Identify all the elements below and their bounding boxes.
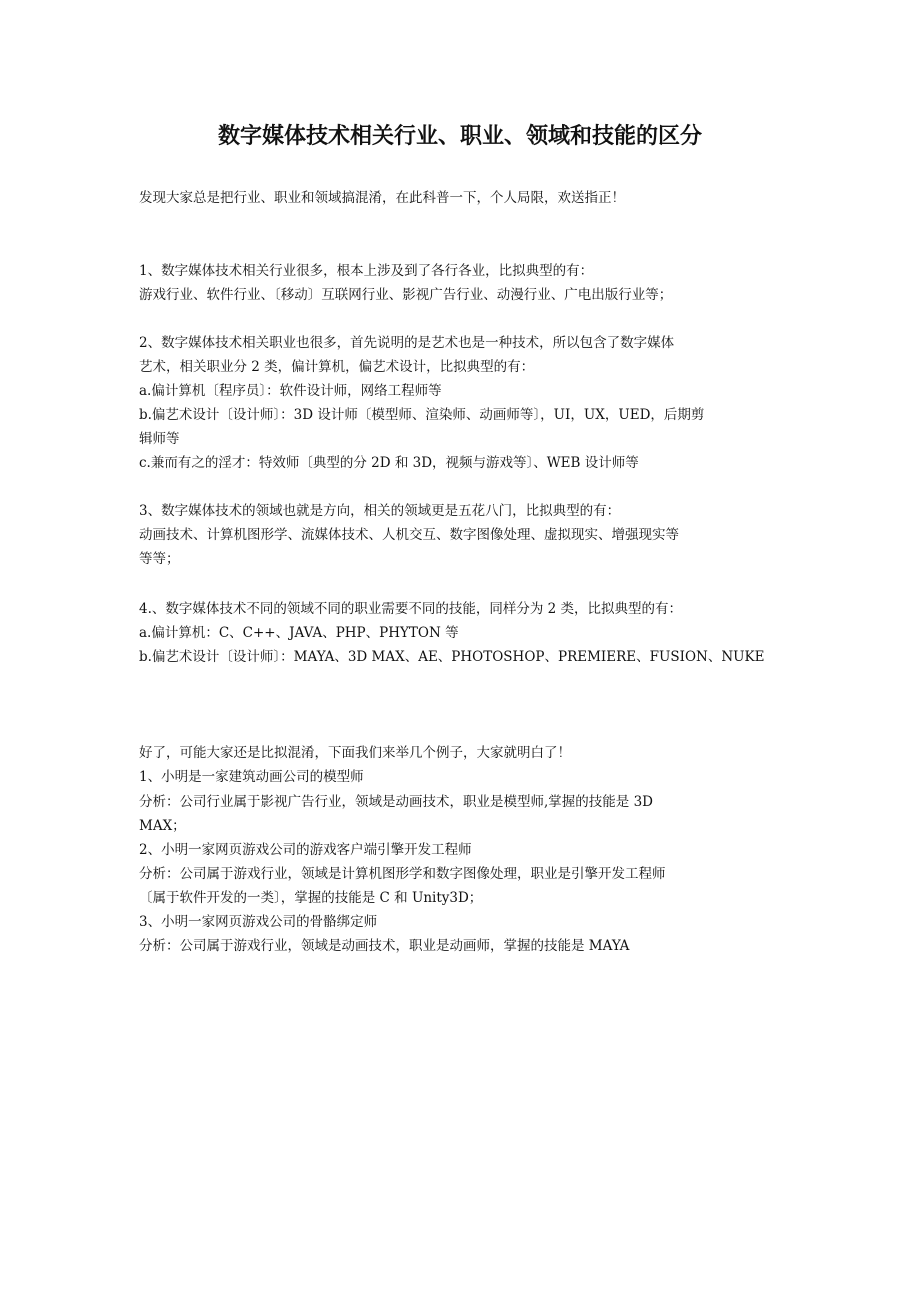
example2-analysis-line2: 〔属于软件开发的一类〕，掌握的技能是 C 和 Unity3D； — [139, 890, 483, 906]
document-title: 数字媒体技术相关行业、职业、领域和技能的区分 — [217, 123, 702, 149]
section2-line1: 2、数字媒体技术相关职业也很多，首先说明的是艺术也是一种技术，所以包含了数字媒体 — [139, 335, 675, 351]
example2-analysis-line1: 分析：公司属于游戏行业，领域是计算机图形学和数字图像处理，职业是引擎开发工程师 — [139, 866, 666, 882]
section4-line2: a.偏计算机：C、C++、JAVA、PHP、PHYTON 等 — [139, 625, 459, 641]
section1-line2: 游戏行业、软件行业、〔移动〕互联网行业、影视广告行业、动漫行业、广电出版行业等； — [139, 287, 673, 303]
example1-analysis-line1: 分析：公司行业属于影视广告行业，领域是动画技术，职业是模型师,掌握的技能是 3D — [139, 794, 653, 810]
example1-analysis-line2: MAX； — [139, 818, 186, 834]
section2-line2: 艺术，相关职业分 2 类，偏计算机，偏艺术设计，比拟典型的有： — [139, 359, 535, 375]
section1-line1: 1、数字媒体技术相关行业很多，根本上涉及到了各行各业，比拟典型的有： — [139, 263, 594, 279]
examples-intro: 好了，可能大家还是比拟混淆，下面我们来举几个例子，大家就明白了！ — [139, 745, 571, 761]
section4-line3: b.偏艺术设计〔设计师〕：MAYA、3D MAX、AE、PHOTOSHOP、PREMIERE、FUSION、NUKE — [139, 649, 765, 665]
section3-line1: 3、数字媒体技术的领域也就是方向，相关的领域更是五花八门，比拟典型的有： — [139, 503, 621, 519]
section2-line5: 辑师等 — [139, 431, 180, 447]
example3-analysis-line1: 分析：公司属于游戏行业，领域是动画技术，职业是动画师，掌握的技能是 MAYA — [139, 938, 630, 954]
intro-paragraph: 发现大家总是把行业、职业和领域搞混淆，在此科普一下，个人局限，欢送指正！ — [139, 190, 625, 206]
section2-line4: b.偏艺术设计〔设计师〕：3D 设计师〔模型师、渲染师、动画师等〕，UI，UX，UED，后期剪 — [139, 407, 705, 423]
section3-line2: 动画技术、计算机图形学、流媒体技术、人机交互、数字图像处理、虚拟现实、增强现实等 — [139, 527, 679, 543]
example3-title: 3、小明一家网页游戏公司的骨骼绑定师 — [139, 914, 378, 930]
example1-title: 1、小明是一家建筑动画公司的模型师 — [139, 769, 364, 785]
section2-line6: c.兼而有之的淫才：特效师〔典型的分 2D 和 3D，视频与游戏等〕、WEB 设计师等 — [139, 455, 639, 471]
section4-line1: 4.、数字媒体技术不同的领域不同的职业需要不同的技能，同样分为 2 类，比拟典型的有： — [139, 601, 683, 617]
section3-line3: 等等； — [139, 551, 180, 567]
section2-line3: a.偏计算机〔程序员〕：软件设计师，网络工程师等 — [139, 383, 442, 399]
example2-title: 2、小明一家网页游戏公司的游戏客户端引擎开发工程师 — [139, 842, 472, 858]
